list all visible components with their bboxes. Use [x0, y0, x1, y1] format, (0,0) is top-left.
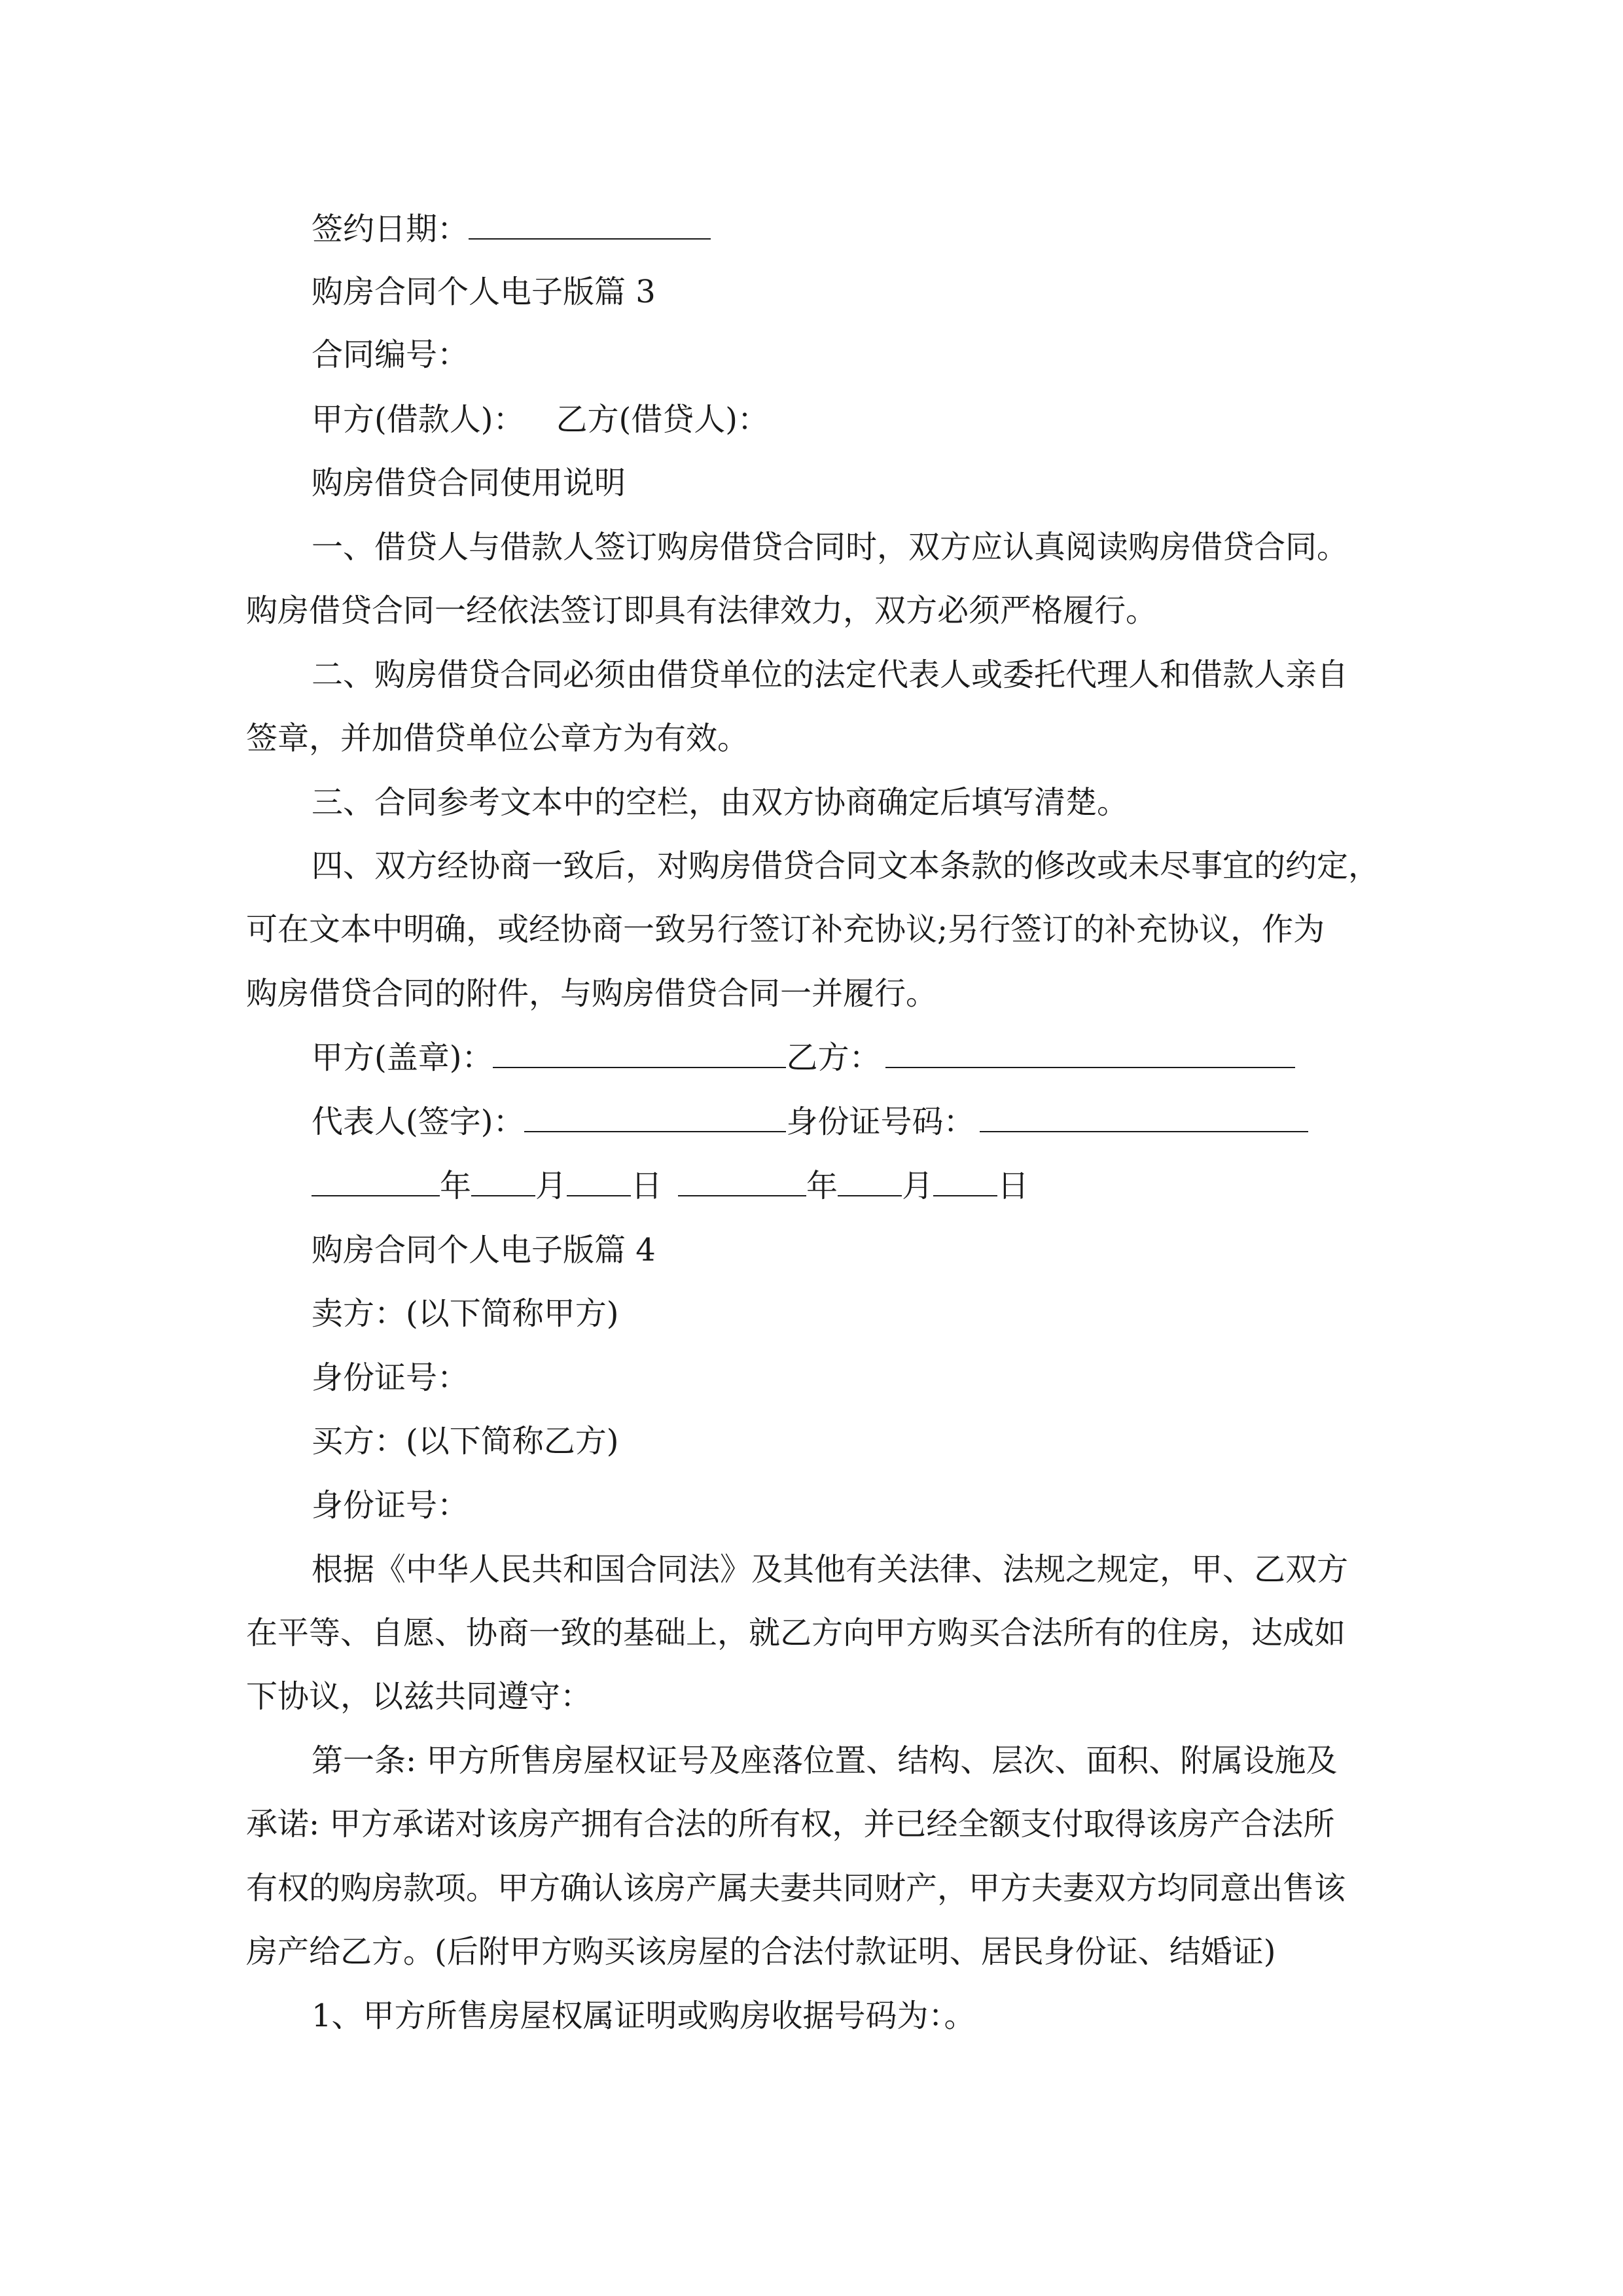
date-day-b: 日: [997, 1168, 1029, 1204]
buyer-id-label: 身份证号：: [312, 1487, 469, 1524]
signing-date-label: 签约日期：: [312, 211, 469, 247]
parties-line: [312, 400, 769, 439]
basis-line3: 下协议，以兹共同遵守：: [246, 1678, 592, 1715]
sig-id-label: 身份证号码：: [786, 1103, 975, 1140]
sig-party-a-blank: [493, 1041, 786, 1068]
basis-line1: 根据《中华人民共和国合同法》及其他有关法律、法规之规定，甲、乙双方: [312, 1551, 1349, 1588]
buyer-label: 买方：(以下简称乙方): [312, 1423, 619, 1460]
seller-id-label: 身份证号：: [312, 1359, 469, 1396]
date-month-blank-b: [838, 1169, 902, 1196]
sig-rep-label: 代表人(签字)：: [312, 1103, 525, 1140]
clause1-line1: 一、借贷人与借款人签订购房借贷合同时，双方应认真阅读购房借贷合同。: [312, 529, 1349, 565]
date-month-blank-a: [471, 1169, 535, 1196]
section3-title: 购房合同个人电子版篇 3: [312, 274, 656, 310]
article1-line2: 承诺: 甲方承诺对该房产拥有合法的所有权，并已经全额支付取得该房产合法所: [246, 1806, 1335, 1842]
basis-line2: 在平等、自愿、协商一致的基础上，就乙方向甲方购买合法所有的住房，达成如: [246, 1615, 1346, 1651]
section4-title: 购房合同个人电子版篇 4: [312, 1232, 656, 1268]
date-line: [312, 1166, 1029, 1206]
signing-date-line: [312, 209, 711, 249]
sig-party-a-label: 甲方(盖章)：: [312, 1039, 493, 1076]
article1-line3: 有权的购房款项。甲方确认该房产属夫妻共同财产，甲方夫妻双方均同意出售该: [246, 1870, 1346, 1907]
sig-party-b-label: 乙方：: [786, 1039, 881, 1076]
date-year-blank-b: [678, 1169, 806, 1196]
party-a-borrower: 甲方(借款人)：: [312, 401, 525, 438]
date-month-a: 月: [535, 1168, 567, 1204]
party-b-lender: 乙方(借贷人)：: [556, 401, 769, 438]
usage-title: 购房借贷合同使用说明: [312, 465, 626, 501]
clause2-line1: 二、购房借贷合同必须由借贷单位的法定代表人或委托代理人和借款人亲自: [312, 656, 1349, 693]
clause1-line2: 购房借贷合同一经依法签订即具有法律效力，双方必须严格履行。: [246, 592, 1158, 629]
seller-label: 卖方：(以下简称甲方): [312, 1295, 619, 1332]
clause4-line1: 四、双方经协商一致后，对购房借贷合同文本条款的修改或未尽事宜的约定，: [312, 848, 1380, 884]
date-day-a: 日: [631, 1168, 663, 1204]
date-day-blank-b: [933, 1169, 997, 1196]
date-month-b: 月: [902, 1168, 934, 1204]
clause4-line2: 可在文本中明确，或经协商一致另行签订补充协议;另行签订的补充协议，作为: [246, 911, 1325, 948]
article1-line1: 第一条: 甲方所售房屋权证号及座落位置、结构、层次、面积、附属设施及: [312, 1742, 1338, 1779]
signature-party-line: [312, 1038, 1295, 1077]
clause4-line3: 购房借贷合同的附件，与购房借贷合同一并履行。: [246, 975, 938, 1012]
date-day-blank-a: [567, 1169, 631, 1196]
sig-id-blank: [980, 1105, 1308, 1132]
item1-line1: 1、甲方所售房屋权属证明或购房收据号码为：。: [312, 1998, 976, 2034]
date-year-blank-a: [312, 1169, 440, 1196]
article1-line4: 房产给乙方。(后附甲方购买该房屋的合法付款证明、居民身份证、结婚证): [246, 1933, 1276, 1970]
sig-rep-blank: [524, 1105, 786, 1132]
signing-date-blank: [469, 212, 711, 240]
signature-rep-line: [312, 1102, 1308, 1141]
date-year-a: 年: [440, 1168, 472, 1204]
clause3-line1: 三、合同参考文本中的空栏，由双方协商确定后填写清楚。: [312, 784, 1129, 821]
date-year-b: 年: [806, 1168, 838, 1204]
clause2-line2: 签章，并加借贷单位公章方为有效。: [246, 720, 749, 757]
sig-party-b-blank: [885, 1041, 1295, 1068]
contract-no-label: 合同编号：: [312, 336, 469, 373]
